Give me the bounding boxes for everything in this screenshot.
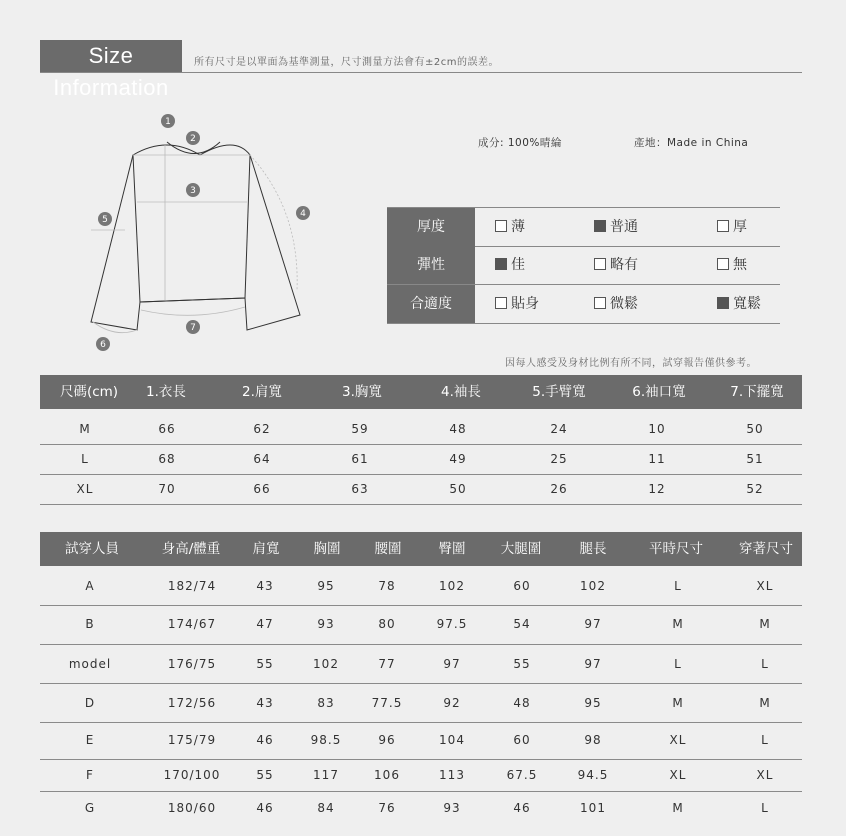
marker-7	[186, 320, 200, 334]
size-header-cell: 7.下擺寬	[730, 384, 784, 400]
fit-value-cell: 117	[313, 768, 339, 782]
attr-row-fit	[387, 285, 780, 324]
tester-name-cell: model	[68, 657, 112, 671]
fit-value-cell: 84	[317, 801, 335, 815]
svg-text:2: 2	[190, 134, 196, 144]
fit-value-cell: 101	[580, 801, 606, 815]
fit-value-cell: 48	[513, 696, 531, 710]
size-value-cell: 66	[253, 482, 271, 496]
disclaimer: 因每人感受及身材比例有所不同，試穿報告僅供參考。	[505, 358, 757, 369]
size-label-cell: M	[79, 422, 91, 436]
fit-value-cell: 55	[256, 657, 274, 671]
fit-value-cell: 60	[513, 579, 531, 593]
fit-value-cell: 55	[513, 657, 531, 671]
fit-value-cell: M	[672, 801, 684, 815]
size-value-cell: 26	[550, 482, 568, 496]
fit-value-cell: 80	[378, 617, 396, 631]
fit-table-row	[40, 792, 802, 824]
fit-header-cell: 腿長	[579, 541, 607, 557]
fit-value-cell: 54	[513, 617, 531, 631]
fit-header-cell: 腰圍	[374, 541, 402, 557]
fit-value-cell: M	[759, 617, 771, 631]
fit-value-cell: 97	[443, 657, 461, 671]
attr-option: 略有	[594, 246, 638, 284]
fit-value-cell: XL	[669, 768, 687, 782]
fit-value-cell: 97	[584, 657, 602, 671]
checkbox-checked-icon	[594, 220, 606, 232]
attr-row-thickness	[387, 207, 780, 247]
attr-option: 貼身	[495, 285, 539, 323]
fit-table-row	[40, 645, 802, 684]
fit-header-cell: 胸圍	[313, 541, 341, 557]
fit-value-cell: 92	[443, 696, 461, 710]
size-value-cell: 61	[351, 452, 369, 466]
size-value-cell: 50	[449, 482, 467, 496]
fit-value-cell: 182/74	[167, 579, 217, 593]
size-label-cell: XL	[76, 482, 94, 496]
attr-option: 無	[717, 246, 747, 284]
size-value-cell: 62	[253, 422, 271, 436]
size-value-cell: 70	[158, 482, 176, 496]
section-title: Size Information	[40, 40, 182, 72]
svg-text:1: 1	[165, 117, 171, 127]
checkbox-icon	[717, 258, 729, 270]
fit-value-cell: 102	[313, 657, 339, 671]
fit-value-cell: 106	[374, 768, 400, 782]
size-header-cell: 2.肩寬	[242, 384, 282, 400]
fit-table-row	[40, 567, 802, 606]
size-value-cell: 24	[550, 422, 568, 436]
fit-value-cell: 98	[584, 733, 602, 747]
tester-name-cell: A	[85, 579, 95, 593]
size-value-cell: 12	[648, 482, 666, 496]
material-info: 成分: 100%晴綸	[478, 137, 562, 149]
garment-diagram	[85, 110, 325, 355]
fit-value-cell: XL	[756, 768, 774, 782]
marker-1	[161, 114, 175, 128]
tester-name-cell: B	[85, 617, 95, 631]
fit-value-cell: 93	[317, 617, 335, 631]
fit-value-cell: M	[672, 696, 684, 710]
fit-value-cell: XL	[756, 579, 774, 593]
marker-6	[96, 337, 110, 351]
fit-value-cell: 93	[443, 801, 461, 815]
fit-value-cell: 97	[584, 617, 602, 631]
fit-value-cell: 60	[513, 733, 531, 747]
fit-value-cell: 170/100	[163, 768, 221, 782]
size-value-cell: 49	[449, 452, 467, 466]
size-value-cell: 63	[351, 482, 369, 496]
measurement-note: 所有尺寸是以單面為基準測量，尺寸測量方法會有±2cm的誤差。	[194, 57, 499, 68]
fit-value-cell: 78	[378, 579, 396, 593]
svg-text:4: 4	[300, 209, 306, 219]
marker-2	[186, 131, 200, 145]
fit-table-row	[40, 722, 802, 760]
size-value-cell: 66	[158, 422, 176, 436]
size-table-row	[40, 414, 802, 445]
tester-name-cell: F	[86, 768, 94, 782]
fit-header-cell: 平時尺寸	[649, 541, 703, 557]
size-value-cell: 64	[253, 452, 271, 466]
fit-value-cell: 77	[378, 657, 396, 671]
size-header-cell: 1.衣長	[146, 384, 186, 400]
size-table-header	[40, 375, 802, 409]
fit-value-cell: L	[674, 657, 682, 671]
fit-header-cell: 穿著尺寸	[739, 541, 793, 557]
fit-value-cell: L	[761, 801, 769, 815]
fit-value-cell: 94.5	[577, 768, 609, 782]
fit-value-cell: 43	[256, 696, 274, 710]
checkbox-icon	[495, 220, 507, 232]
svg-text:5: 5	[102, 215, 108, 225]
attr-option: 佳	[495, 246, 525, 284]
svg-text:7: 7	[190, 323, 196, 333]
size-value-cell: 59	[351, 422, 369, 436]
fit-value-cell: 83	[317, 696, 335, 710]
checkbox-icon	[495, 297, 507, 309]
fit-value-cell: 176/75	[167, 657, 217, 671]
fit-value-cell: 46	[513, 801, 531, 815]
size-value-cell: 25	[550, 452, 568, 466]
attr-label: 厚度	[387, 208, 475, 246]
svg-text:3: 3	[190, 186, 196, 196]
attr-option: 薄	[495, 208, 525, 246]
size-value-cell: 52	[746, 482, 764, 496]
attr-label: 合適度	[387, 285, 475, 323]
fit-value-cell: L	[761, 657, 769, 671]
size-header-cell: 5.手臂寬	[532, 384, 586, 400]
marker-3	[186, 183, 200, 197]
fit-value-cell: L	[674, 579, 682, 593]
fit-header-cell: 大腿圍	[500, 541, 542, 557]
fit-value-cell: 55	[256, 768, 274, 782]
tester-name-cell: E	[85, 733, 95, 747]
size-header-cell: 尺碼(cm)	[59, 384, 119, 400]
checkbox-checked-icon	[495, 258, 507, 270]
fit-value-cell: 97.5	[436, 617, 468, 631]
fit-table-row	[40, 605, 802, 645]
fit-value-cell: 76	[378, 801, 396, 815]
fit-value-cell: 95	[317, 579, 335, 593]
fit-value-cell: 98.5	[310, 733, 342, 747]
fit-value-cell: 104	[439, 733, 465, 747]
size-value-cell: 51	[746, 452, 764, 466]
fit-value-cell: M	[759, 696, 771, 710]
size-value-cell: 50	[746, 422, 764, 436]
fit-value-cell: 102	[439, 579, 465, 593]
origin-info: 產地：Made in China	[634, 137, 749, 149]
size-value-cell: 11	[648, 452, 666, 466]
fit-value-cell: L	[761, 733, 769, 747]
size-label-cell: L	[81, 452, 89, 466]
marker-4	[296, 206, 310, 220]
attr-option: 微鬆	[594, 285, 638, 323]
fit-value-cell: 43	[256, 579, 274, 593]
fit-value-cell: 175/79	[167, 733, 217, 747]
tester-name-cell: G	[84, 801, 96, 815]
size-header-cell: 4.袖長	[441, 384, 481, 400]
fit-header-cell: 身高/體重	[161, 541, 221, 557]
attr-row-elasticity	[387, 246, 780, 285]
marker-5	[98, 212, 112, 226]
size-table-row	[40, 444, 802, 475]
fit-header-cell: 試穿人員	[65, 541, 119, 557]
attr-option: 普通	[594, 208, 638, 246]
checkbox-checked-icon	[717, 297, 729, 309]
fit-value-cell: M	[672, 617, 684, 631]
size-value-cell: 48	[449, 422, 467, 436]
attr-label: 彈性	[387, 246, 475, 284]
fit-value-cell: 46	[256, 733, 274, 747]
fit-value-cell: 95	[584, 696, 602, 710]
fit-value-cell: 180/60	[167, 801, 217, 815]
size-header-cell: 3.胸寬	[342, 384, 382, 400]
size-header-cell: 6.袖口寬	[632, 384, 686, 400]
size-value-cell: 10	[648, 422, 666, 436]
fit-value-cell: 47	[256, 617, 274, 631]
fit-value-cell: 174/67	[167, 617, 217, 631]
fit-value-cell: 67.5	[506, 768, 538, 782]
svg-text:6: 6	[100, 340, 106, 350]
checkbox-icon	[594, 297, 606, 309]
checkbox-icon	[717, 220, 729, 232]
fit-header-cell: 臀圍	[438, 541, 466, 557]
attr-option: 厚	[717, 208, 747, 246]
fit-value-cell: 113	[439, 768, 465, 782]
tester-name-cell: D	[84, 696, 96, 710]
attr-option: 寬鬆	[717, 285, 761, 323]
fit-value-cell: 46	[256, 801, 274, 815]
size-value-cell: 68	[158, 452, 176, 466]
fit-value-cell: 96	[378, 733, 396, 747]
header-divider	[40, 72, 802, 73]
fit-value-cell: XL	[669, 733, 687, 747]
checkbox-icon	[594, 258, 606, 270]
size-table-row	[40, 474, 802, 505]
fit-table-row	[40, 684, 802, 723]
fit-value-cell: 77.5	[371, 696, 403, 710]
fit-value-cell: 102	[580, 579, 606, 593]
fit-header-cell: 肩寬	[252, 541, 280, 557]
fit-table-row	[40, 760, 802, 792]
fit-value-cell: 172/56	[167, 696, 217, 710]
fit-table-header	[40, 532, 802, 566]
